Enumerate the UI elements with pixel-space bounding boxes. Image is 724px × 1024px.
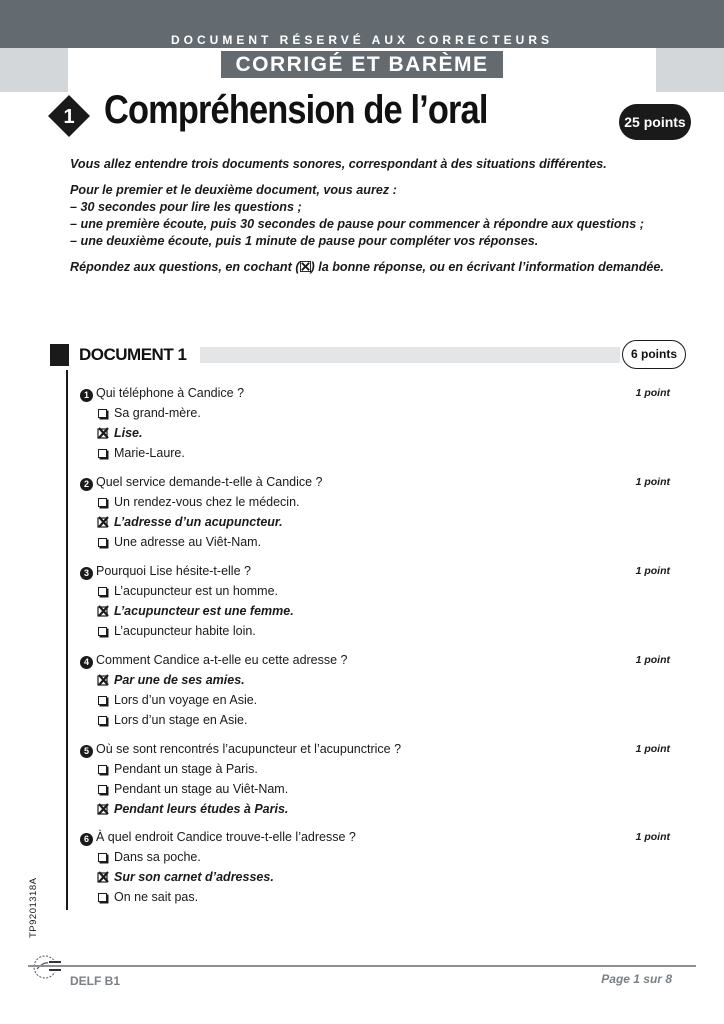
answer-text: Sur son carnet d’adresses.	[114, 870, 274, 884]
question-header	[80, 650, 680, 670]
answer-text: Sa grand-mère.	[114, 406, 201, 420]
document-marker	[50, 344, 69, 366]
question-points: 1 point	[635, 565, 670, 577]
answer-option[interactable]	[80, 710, 680, 730]
answer-option-correct[interactable]	[80, 512, 680, 532]
answer-text: Marie-Laure.	[114, 446, 185, 460]
instructions-p3-b: ) la bonne réponse, ou en écrivant l’information demandée.	[310, 260, 664, 274]
checkbox-icon	[98, 627, 107, 636]
question-text: Pourquoi Lise hésite-t-elle ?	[96, 564, 251, 578]
answer-option[interactable]	[80, 492, 680, 512]
answer-text: Dans sa poche.	[114, 850, 201, 864]
checkbox-icon	[98, 587, 107, 596]
question-block	[80, 383, 680, 463]
answer-text: L’acupuncteur est une femme.	[114, 604, 294, 618]
checked-box-icon	[97, 516, 109, 528]
answer-text: On ne sait pas.	[114, 890, 199, 904]
instructions-p3-a: Répondez aux questions, en cochant (	[70, 260, 300, 274]
checkmark-x-icon	[300, 261, 311, 272]
question-block	[80, 827, 680, 907]
document-vertical-rule	[66, 370, 68, 910]
answer-option[interactable]	[80, 887, 680, 907]
checked-box-icon	[97, 427, 109, 439]
answer-text: Lors d’un voyage en Asie.	[114, 693, 258, 707]
checkbox-icon	[98, 853, 107, 862]
header-side-right	[656, 48, 724, 92]
question-text: Où se sont rencontrés l’acupuncteur et l’acupunctrice ?	[96, 742, 402, 756]
section-number: 1	[63, 106, 75, 128]
instructions-p2	[70, 182, 670, 250]
checkbox-icon	[98, 409, 107, 418]
section-number-diamond	[47, 94, 91, 138]
question-header	[80, 739, 680, 759]
document-header-bar	[200, 347, 620, 363]
checkbox-icon	[98, 893, 107, 902]
reserved-notice: DOCUMENT RÉSERVÉ AUX CORRECTEURS	[170, 33, 554, 47]
footer-page-number: Page 1 sur 8	[601, 972, 672, 986]
answer-text: L’acupuncteur habite loin.	[114, 624, 256, 638]
question-block	[80, 650, 680, 730]
question-number: 6	[80, 833, 93, 846]
answer-option[interactable]	[80, 690, 680, 710]
document-points-badge: 6 points	[622, 340, 686, 369]
instructions-p2-line2: – une première écoute, puis 30 secondes de pause pour commencer à répondre aux questions ;	[70, 217, 644, 231]
instructions-p2-intro: Pour le premier et le deuxième document, vous aurez :	[70, 183, 397, 197]
question-number: 4	[80, 656, 93, 669]
answer-option[interactable]	[80, 847, 680, 867]
checked-box-icon	[97, 871, 109, 883]
checked-box-icon	[97, 803, 109, 815]
question-header	[80, 383, 680, 403]
corrige-title: CORRIGÉ ET BARÈME	[221, 51, 503, 78]
answer-option[interactable]	[80, 403, 680, 423]
checked-box-icon	[97, 674, 109, 686]
header-side-left	[0, 48, 68, 92]
answer-text: Par une de ses amies.	[114, 673, 245, 687]
answer-option-correct[interactable]	[80, 799, 680, 819]
answer-text: L’acupuncteur est un homme.	[114, 584, 278, 598]
question-block	[80, 561, 680, 641]
checked-box-icon	[97, 605, 109, 617]
answer-text: Lise.	[114, 426, 143, 440]
question-text: À quel endroit Candice trouve-t-elle l’adresse ?	[96, 830, 356, 844]
question-header	[80, 472, 680, 492]
question-number: 2	[80, 478, 93, 491]
checkbox-icon	[98, 716, 107, 725]
answer-option[interactable]	[80, 779, 680, 799]
answer-option-correct[interactable]	[80, 423, 680, 443]
checkbox-icon	[98, 498, 107, 507]
question-text: Quel service demande-t-elle à Candice ?	[96, 475, 323, 489]
question-block	[80, 472, 680, 552]
section-title: Compréhension de l’oral	[104, 88, 488, 132]
question-header	[80, 561, 680, 581]
answer-text: Pendant un stage au Viêt-Nam.	[114, 782, 289, 796]
question-text: Comment Candice a-t-elle eu cette adresse ?	[96, 653, 348, 667]
answer-option-correct[interactable]	[80, 601, 680, 621]
answer-option[interactable]	[80, 759, 680, 779]
instructions-p1: Vous allez entendre trois documents sonores, correspondant à des situations différentes.	[70, 157, 607, 171]
question-points: 1 point	[635, 387, 670, 399]
footer-exam-name: DELF B1	[70, 974, 121, 988]
question-text: Qui téléphone à Candice ?	[96, 386, 245, 400]
answer-text: Une adresse au Viêt-Nam.	[114, 535, 262, 549]
question-points: 1 point	[635, 743, 670, 755]
question-header	[80, 827, 680, 847]
question-number: 5	[80, 745, 93, 758]
answer-option[interactable]	[80, 621, 680, 641]
checkbox-icon	[98, 538, 107, 547]
answer-text: Lors d’un stage en Asie.	[114, 713, 248, 727]
checkbox-icon	[98, 696, 107, 705]
answer-text: L’adresse d’un acupuncteur.	[114, 515, 283, 529]
footer-rule	[28, 965, 696, 967]
checkbox-icon	[98, 765, 107, 774]
instructions-p3	[70, 259, 670, 276]
answer-option[interactable]	[80, 443, 680, 463]
section-points-badge: 25 points	[619, 104, 691, 140]
answer-option[interactable]	[80, 581, 680, 601]
document-code: TP9201318A	[28, 877, 39, 938]
question-number: 1	[80, 389, 93, 402]
answer-option-correct[interactable]	[80, 670, 680, 690]
document-title: DOCUMENT 1	[79, 345, 187, 364]
question-points: 1 point	[635, 831, 670, 843]
answer-text: Pendant leurs études à Paris.	[114, 802, 289, 816]
checkbox-icon	[98, 449, 107, 458]
answer-text: Pendant un stage à Paris.	[114, 762, 258, 776]
question-points: 1 point	[635, 476, 670, 488]
checkbox-icon	[98, 785, 107, 794]
instructions-p2-line1: – 30 secondes pour lire les questions ;	[70, 200, 302, 214]
answer-option-correct[interactable]	[80, 867, 680, 887]
answer-text: Un rendez-vous chez le médecin.	[114, 495, 300, 509]
answer-option[interactable]	[80, 532, 680, 552]
question-points: 1 point	[635, 654, 670, 666]
instructions	[70, 156, 670, 285]
instructions-p2-line3: – une deuxième écoute, puis 1 minute de pause pour compléter vos réponses.	[70, 234, 539, 248]
question-block	[80, 739, 680, 819]
question-number: 3	[80, 567, 93, 580]
